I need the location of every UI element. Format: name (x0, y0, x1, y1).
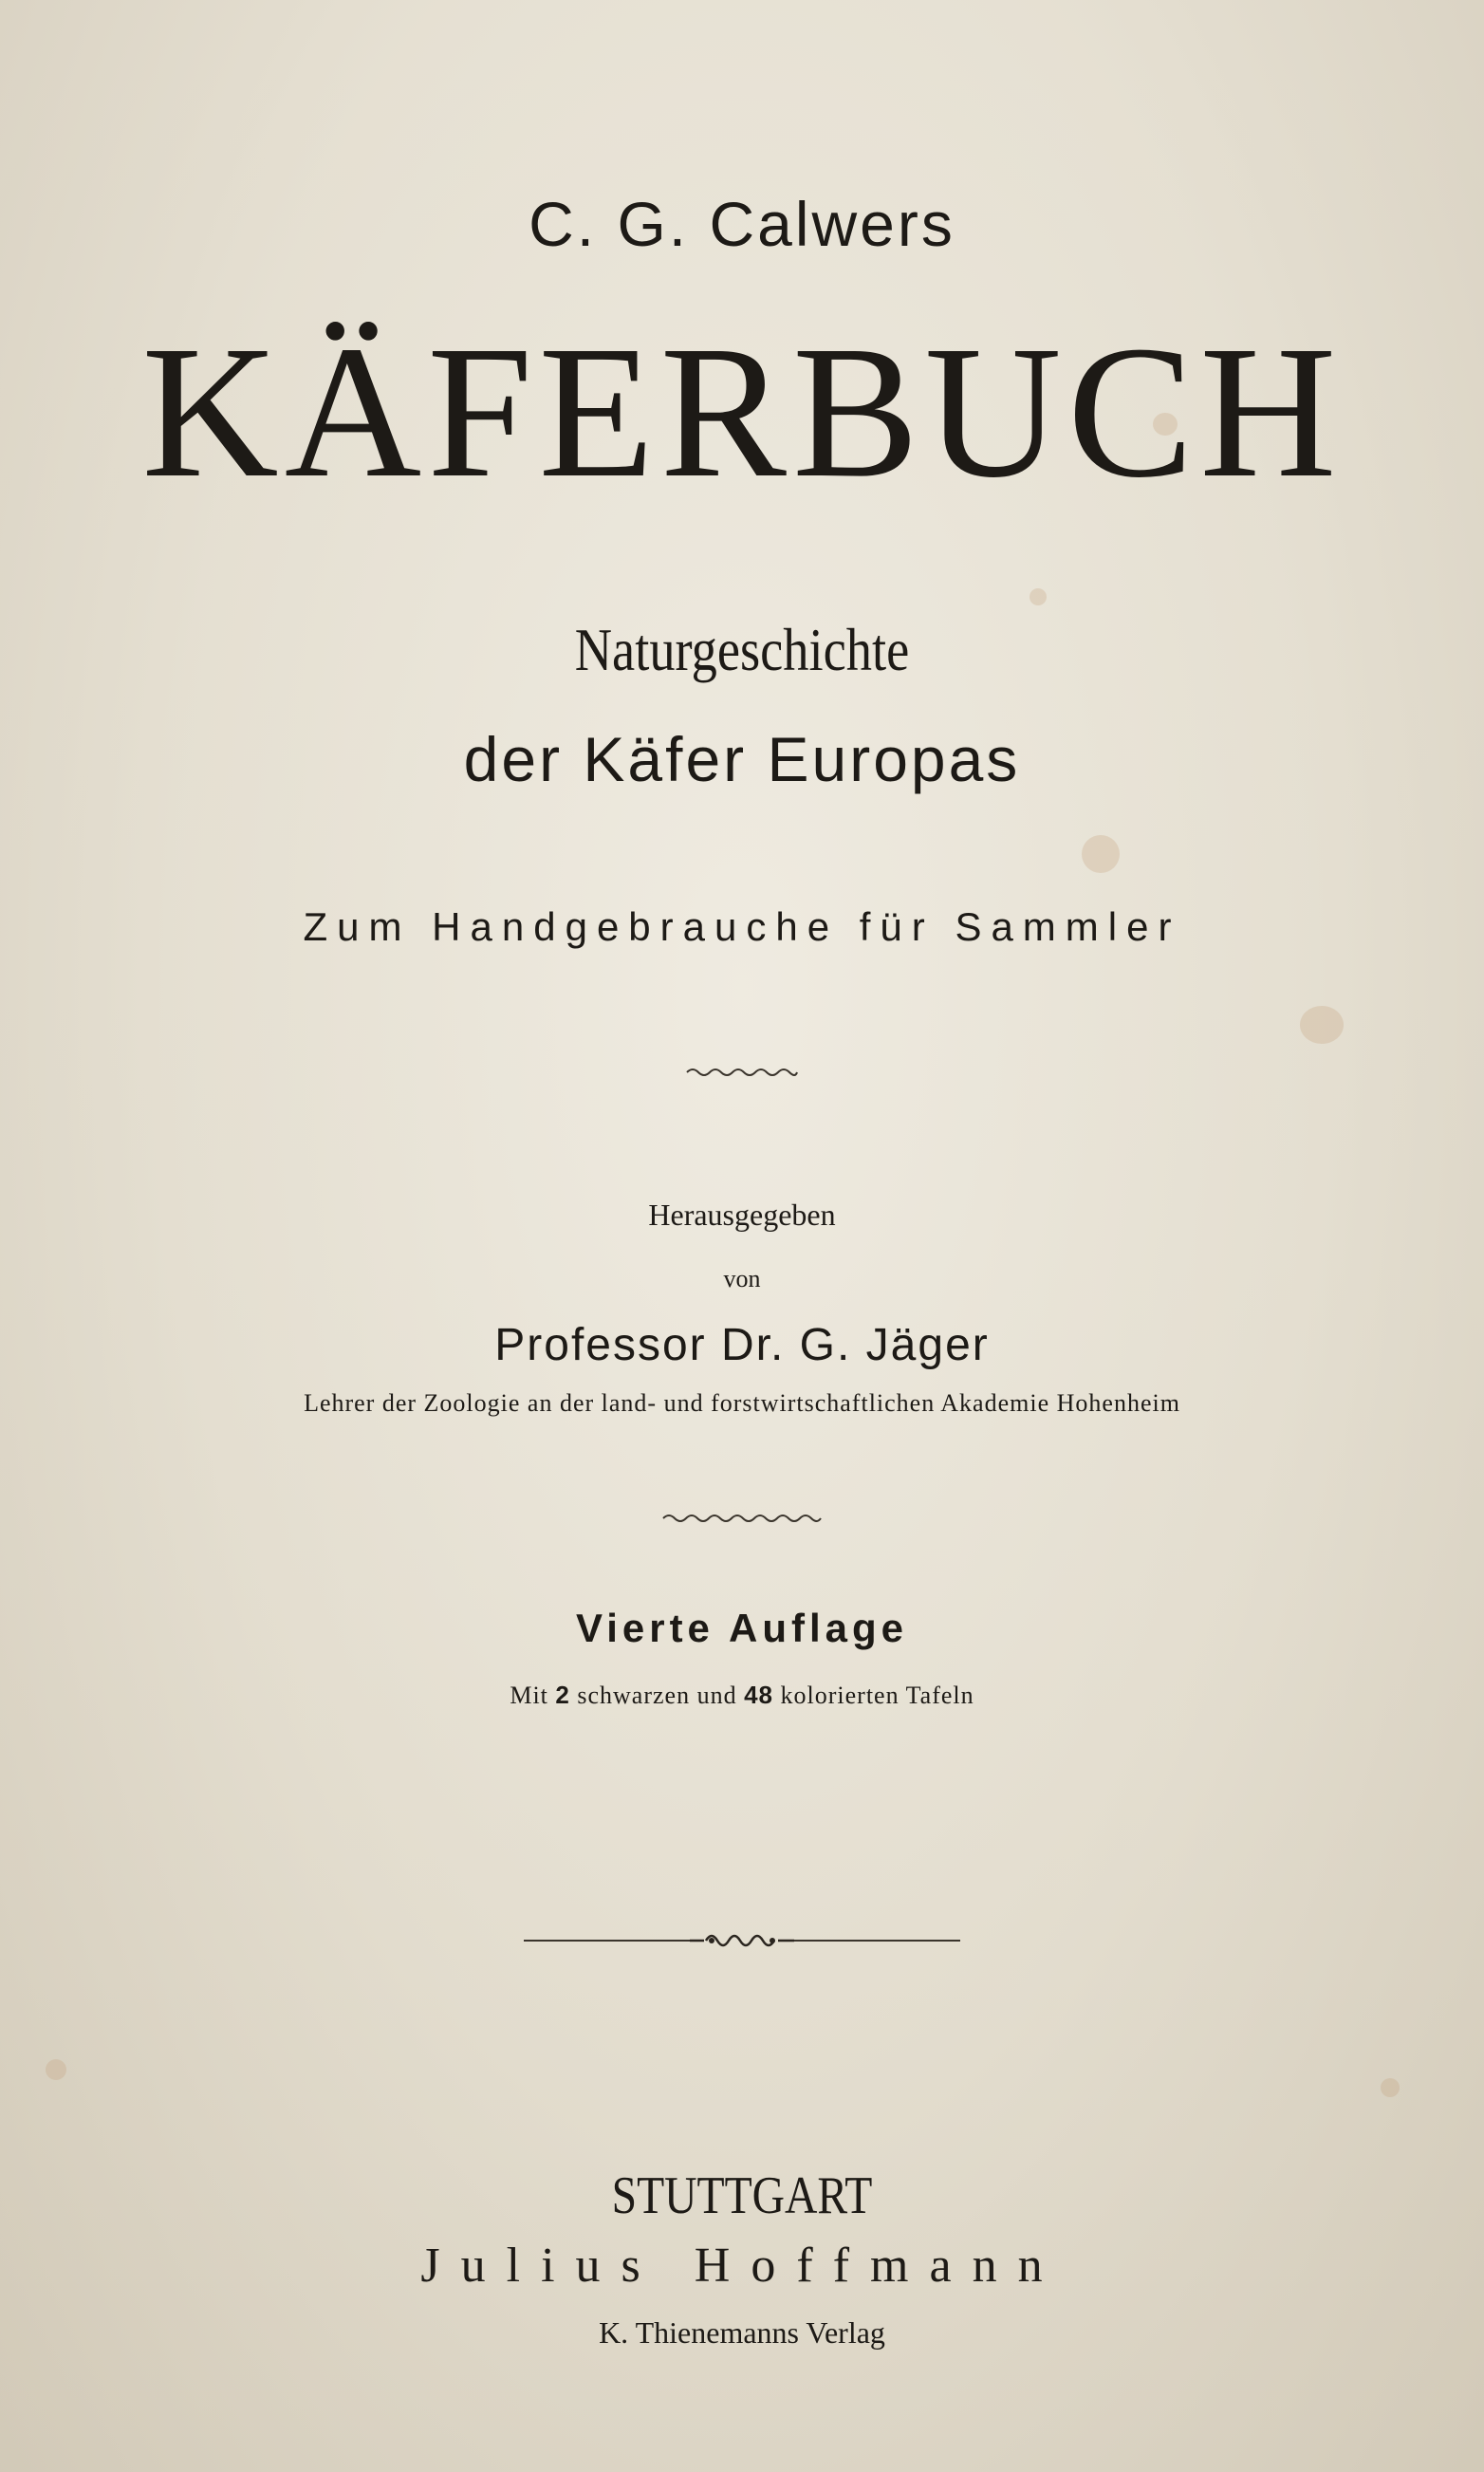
wavy-rule (0, 1065, 1484, 1080)
publisher-imprint: K. Thienemanns Verlag (599, 2315, 885, 2350)
subtitle-line-1: Naturgeschichte (574, 616, 910, 683)
black-plates-count: 2 (555, 1681, 570, 1709)
edition-label: Vierte Auflage (575, 1606, 909, 1650)
ornamental-rule (0, 1926, 1484, 1955)
foxing-stain (1381, 2078, 1400, 2097)
plates-suffix: kolorierten Tafeln (780, 1682, 974, 1709)
foxing-stain (1030, 588, 1047, 605)
color-plates-count: 48 (744, 1681, 774, 1709)
wavy-rule (0, 1511, 1484, 1526)
plates-line (0, 1681, 1484, 1710)
editor-affiliation: Lehrer der Zoologie an der land- und forstwirtschaftlichen Akademie Hohenheim (304, 1389, 1180, 1417)
plates-middle: schwarzen und (577, 1682, 737, 1709)
editor-name: Professor Dr. G. Jäger (494, 1320, 990, 1370)
foxing-stain (46, 2059, 66, 2080)
book-title: KÄFERBUCH (141, 307, 1343, 517)
by-label: von (723, 1265, 761, 1292)
foxing-stain (1300, 1006, 1344, 1044)
publication-city: STUTTGART (611, 2166, 873, 2225)
edited-label: Herausgegeben (648, 1198, 836, 1232)
subtitle-line-2: der Käfer Europas (463, 724, 1021, 794)
foxing-stain (1082, 835, 1120, 873)
publisher-name: Julius Hoffmann (420, 2239, 1064, 2293)
author-line: C. G. Calwers (529, 189, 955, 259)
plates-prefix: Mit (510, 1682, 548, 1709)
purpose-line: Zum Handgebrauche für Sammler (303, 904, 1181, 949)
